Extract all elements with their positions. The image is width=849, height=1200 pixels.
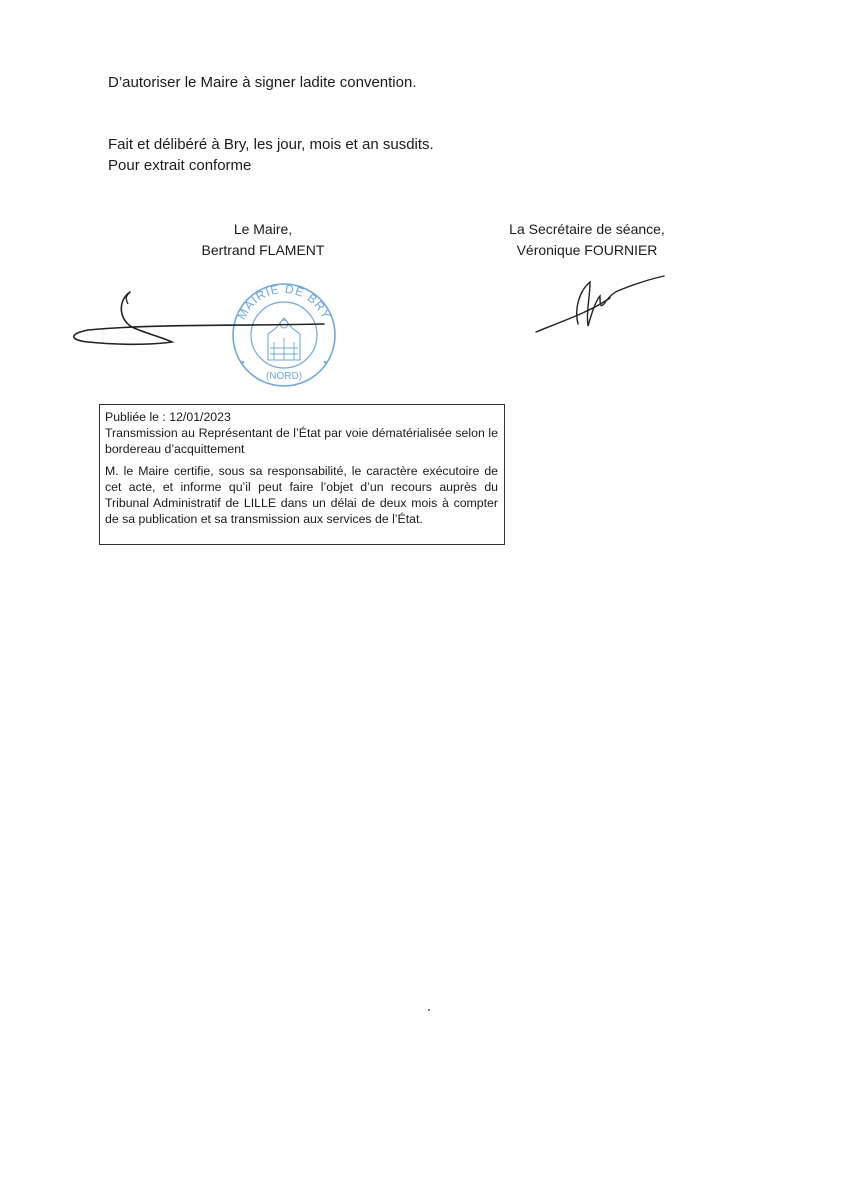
authorization-sentence: D’autoriser le Maire à signer ladite convention.: [108, 74, 417, 91]
deliberation-sentence: Fait et délibéré à Bry, les jour, mois et an susdits.: [108, 136, 434, 153]
secretary-title: La Secrétaire de séance,: [509, 221, 665, 237]
mayor-signature: [68, 284, 338, 354]
stamp-top-text: MAIRIE DE BRY: [234, 282, 334, 322]
mayor-title: Le Maire,: [233, 221, 293, 237]
transmission-notice: Transmission au Représentant de l’État par voie dématérialisée selon le bordereau d’acquittement: [105, 426, 498, 456]
secretary-signatory: [492, 219, 682, 261]
stray-dot: [428, 1009, 430, 1011]
mayor-signatory: [183, 219, 343, 261]
secretary-name: Véronique FOURNIER: [516, 242, 658, 258]
publication-date: Publiée le : 12/01/2023: [105, 410, 231, 424]
extract-conforme: Pour extrait conforme: [108, 157, 252, 174]
mayor-name: Bertrand FLAMENT: [201, 242, 325, 258]
secretary-signature: [530, 268, 670, 338]
certification-notice: M. le Maire certifie, sous sa responsabilité, le caractère exécutoire de cet acte, et informe qu’il peut faire l’objet d’un recours auprès du Tribunal Administratif de LILLE dans un délai de deux mois à compter de sa publication et sa transmission aux services de l’État.: [105, 464, 498, 526]
stamp-bottom-text: (NORD): [265, 371, 303, 382]
publication-notice: [99, 404, 505, 545]
